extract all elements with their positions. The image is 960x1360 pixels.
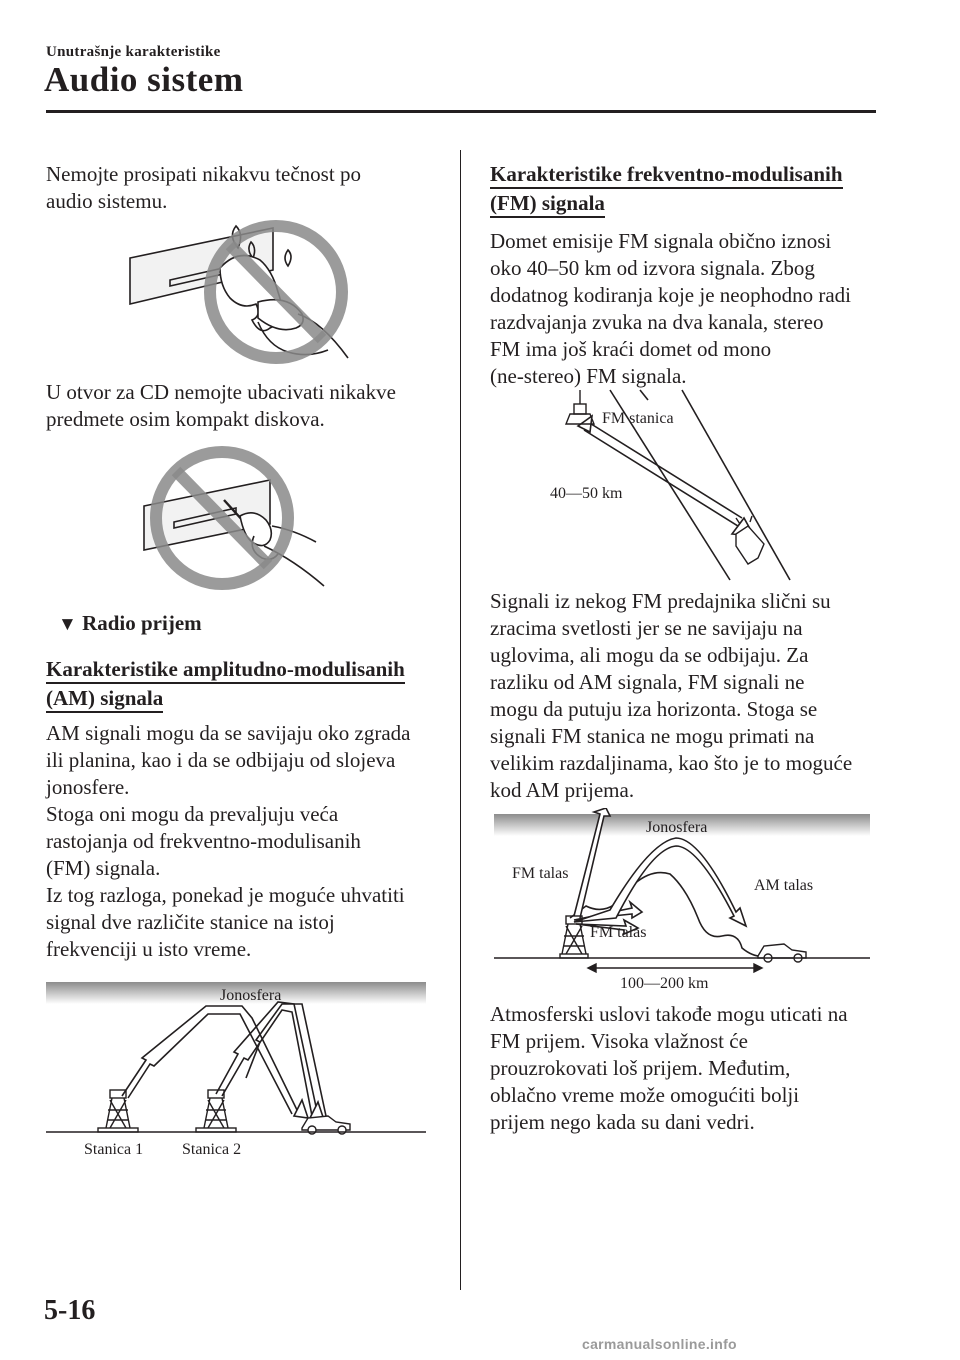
text-line: kod AM prijema. bbox=[490, 778, 635, 802]
text-line: Signali iz nekog FM predajnika slični su bbox=[490, 589, 831, 613]
text-line: prijem nego kada su dani vedri. bbox=[490, 1110, 755, 1134]
text-line: predmete osim kompakt diskova. bbox=[46, 407, 325, 431]
liquid-warning-paragraph bbox=[46, 161, 361, 215]
radio-reception-subheading bbox=[58, 611, 202, 636]
text-line: zracima svetlosti jer se ne savijaju na bbox=[490, 616, 803, 640]
column-divider bbox=[460, 150, 461, 1290]
text-line: signali FM stanica ne mogu primati na bbox=[490, 724, 815, 748]
fm-body2-paragraph bbox=[490, 588, 852, 804]
am-wave-label: AM talas bbox=[754, 877, 814, 894]
no-objects-cd-illustration bbox=[140, 440, 340, 590]
am-heading bbox=[46, 656, 405, 712]
text-line: razdvajanja zvuka na dva kanala, stereo bbox=[490, 310, 824, 334]
triangle-bullet-icon: ▼ bbox=[58, 614, 77, 635]
fm-body3-paragraph bbox=[490, 1001, 848, 1136]
text-line: mogu da putuju iza horizonta. Stoga se bbox=[490, 697, 818, 721]
fm-range-distance-label: 40—50 km bbox=[550, 485, 623, 502]
fm-am-wave-diagram bbox=[490, 808, 874, 994]
text-line: AM signali mogu da se savijaju oko zgrada bbox=[46, 721, 411, 745]
ionosphere-label: Jonosfera bbox=[646, 819, 708, 836]
station-2-tower-icon bbox=[196, 1090, 236, 1132]
heading-line: Karakteristike frekventno-modulisanih bbox=[490, 162, 843, 189]
cd-slot-warning-paragraph bbox=[46, 379, 396, 433]
wave-distance-label: 100—200 km bbox=[620, 975, 709, 992]
distance-arrow bbox=[588, 964, 762, 972]
text-line: razliku od AM signala, FM signali ne bbox=[490, 670, 805, 694]
fm-heading bbox=[490, 161, 843, 217]
text-line: (ne-stereo) FM signala. bbox=[490, 364, 687, 388]
fm-body-paragraph bbox=[490, 228, 851, 390]
heading-line: Karakteristike amplitudno-modulisanih bbox=[46, 657, 405, 684]
text-line: U otvor za CD nemojte ubacivati nikakve bbox=[46, 380, 396, 404]
text-line: oko 40–50 km od izvora signala. Zbog bbox=[490, 256, 815, 280]
fm-wave-bottom-label: FM talas bbox=[590, 924, 647, 941]
page-title: Audio sistem bbox=[44, 60, 244, 99]
station-1-tower-icon bbox=[98, 1090, 138, 1132]
text-line: dodatnog kodiranja koje je neophodno radi bbox=[490, 283, 851, 307]
text-line: rastojanja od frekventno-modulisanih bbox=[46, 829, 361, 853]
text-line: oblačno vreme može omogućiti bolji bbox=[490, 1083, 800, 1107]
text-line: signal dve različite stanice na istoj bbox=[46, 910, 335, 934]
text-line: jonosfere. bbox=[46, 775, 130, 799]
text-line: Stoga oni mogu da prevaljuju veća bbox=[46, 802, 339, 826]
text-line: ili planina, kao i da se odbijaju od slojeva bbox=[46, 748, 396, 772]
fm-range-diagram bbox=[540, 386, 840, 582]
station-2-label: Stanica 2 bbox=[182, 1141, 242, 1158]
watermark-link[interactable]: carmanualsonline.info bbox=[582, 1336, 737, 1352]
heading-line: (AM) signala bbox=[46, 686, 163, 713]
text-line: Nemojte prosipati nikakvu tečnost po bbox=[46, 162, 361, 186]
subheading-text: Radio prijem bbox=[82, 611, 202, 635]
text-line: FM prijem. Visoka vlažnost će bbox=[490, 1029, 748, 1053]
am-propagation-diagram bbox=[46, 978, 430, 1158]
fm-station-label: FM stanica bbox=[602, 410, 674, 427]
text-line: prouzrokovati loš prijem. Međutim, bbox=[490, 1056, 791, 1080]
ionosphere-label: Jonosfera bbox=[220, 987, 282, 1004]
text-line: uglovima, ali mogu da se odbijaju. Za bbox=[490, 643, 809, 667]
am-body-paragraph bbox=[46, 720, 411, 963]
station-1-label: Stanica 1 bbox=[84, 1141, 144, 1158]
page-number: 5-16 bbox=[44, 1295, 96, 1326]
car-icon bbox=[758, 944, 806, 962]
text-line: audio sistemu. bbox=[46, 189, 168, 213]
text-line: velikim razdaljinama, kao što je to moguće bbox=[490, 751, 853, 775]
heading-line: (FM) signala bbox=[490, 191, 605, 218]
text-line: Domet emisije FM signala obično iznosi bbox=[490, 229, 832, 253]
car-icon bbox=[736, 516, 764, 564]
text-line: FM ima još kraći domet od mono bbox=[490, 337, 772, 361]
fm-wave-top-label: FM talas bbox=[512, 865, 569, 882]
text-line: (FM) signala. bbox=[46, 856, 161, 880]
text-line: Atmosferski uslovi takođe mogu uticati na bbox=[490, 1002, 848, 1026]
title-rule bbox=[46, 110, 876, 113]
text-line: frekvenciji u isto vreme. bbox=[46, 937, 252, 961]
text-line: Iz tog razloga, ponekad je moguće uhvatiti bbox=[46, 883, 405, 907]
no-liquid-illustration bbox=[128, 218, 350, 368]
section-label: Unutrašnje karakteristike bbox=[46, 44, 221, 60]
